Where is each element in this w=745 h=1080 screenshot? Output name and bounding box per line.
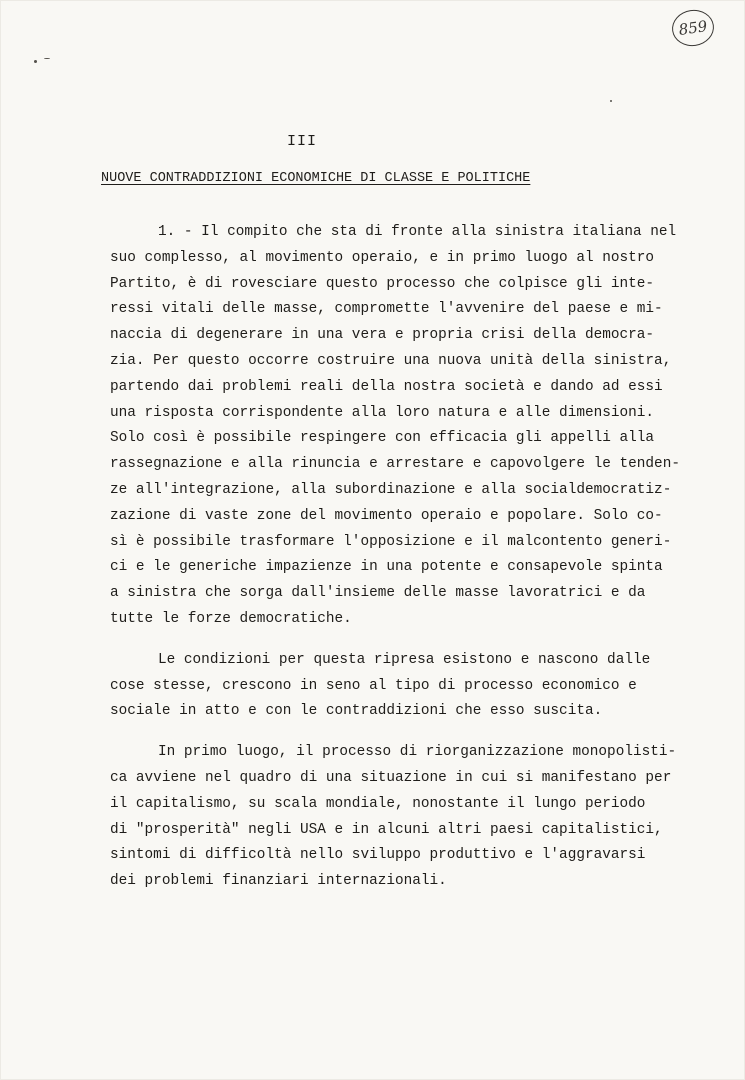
text-line: sintomi di difficoltà nello sviluppo produttivo e l'aggravarsi bbox=[110, 847, 646, 864]
text-line: sì è possibile trasformare l'opposizione e il malcontento generi- bbox=[110, 533, 672, 550]
text-line: Solo così è possibile respingere con efficacia gli appelli alla bbox=[110, 430, 655, 447]
paper-speck bbox=[44, 58, 50, 59]
paper-speck bbox=[34, 60, 37, 63]
text-line: rassegnazione e alla rinuncia e arrestare e capovolgere le tenden- bbox=[110, 456, 680, 473]
paragraph-3 bbox=[110, 740, 700, 895]
text-line: ca avviene nel quadro di una situazione in cui si manifestano per bbox=[110, 769, 672, 786]
text-line: zazione di vaste zone del movimento operaio e popolare. Solo co- bbox=[110, 507, 663, 524]
text-line: 1. - Il compito che sta di fronte alla sinistra italiana nel bbox=[158, 224, 677, 240]
text-line: dei problemi finanziari internazionali. bbox=[110, 873, 447, 890]
text-line: naccia di degenerare in una vera e propria crisi della democra- bbox=[110, 327, 655, 344]
text-line: a sinistra che sorga dall'insieme delle masse lavoratrici e da bbox=[110, 585, 646, 602]
text-line: zia. Per questo occorre costruire una nuova unità della sinistra, bbox=[110, 352, 672, 369]
text-line: ci e le generiche impazienze in una potente e consapevole spinta bbox=[110, 559, 663, 576]
archive-page-number: 859 bbox=[670, 7, 717, 48]
paragraph-2 bbox=[110, 648, 700, 725]
chapter-number: III bbox=[287, 133, 318, 150]
text-line: tutte le forze democratiche. bbox=[110, 610, 352, 627]
text-line: una risposta corrispondente alla loro natura e alle dimensioni. bbox=[110, 404, 655, 421]
text-line: partendo dai problemi reali della nostra società e dando ad essi bbox=[110, 378, 663, 395]
text-line: Partito, è di rovesciare questo processo che colpisce gli inte- bbox=[110, 275, 655, 292]
paragraph-1 bbox=[110, 220, 700, 633]
chapter-title: NUOVE CONTRADDIZIONI ECONOMICHE DI CLASSE E POLITICHE bbox=[101, 171, 531, 186]
text-line: ressi vitali delle masse, compromette l'avvenire del paese e mi- bbox=[110, 301, 663, 318]
paper-speck bbox=[610, 100, 612, 102]
text-line: Le condizioni per questa ripresa esistono e nascono dalle bbox=[158, 651, 651, 668]
text-line: suo complesso, al movimento operaio, e in primo luogo al nostro bbox=[110, 249, 655, 266]
body-text bbox=[110, 220, 700, 910]
text-line: In primo luogo, il processo di riorganizzazione monopolisti- bbox=[158, 744, 677, 761]
text-line: ze all'integrazione, alla subordinazione e alla socialdemocratiz- bbox=[110, 481, 672, 498]
text-line: cose stesse, crescono in seno al tipo di processo economico e bbox=[110, 677, 637, 694]
text-line: sociale in atto e con le contraddizioni che esso suscita. bbox=[110, 703, 603, 720]
text-line: di "prosperità" negli USA e in alcuni altri paesi capitalistici, bbox=[110, 821, 663, 838]
text-line: il capitalismo, su scala mondiale, nonostante il lungo periodo bbox=[110, 795, 646, 812]
